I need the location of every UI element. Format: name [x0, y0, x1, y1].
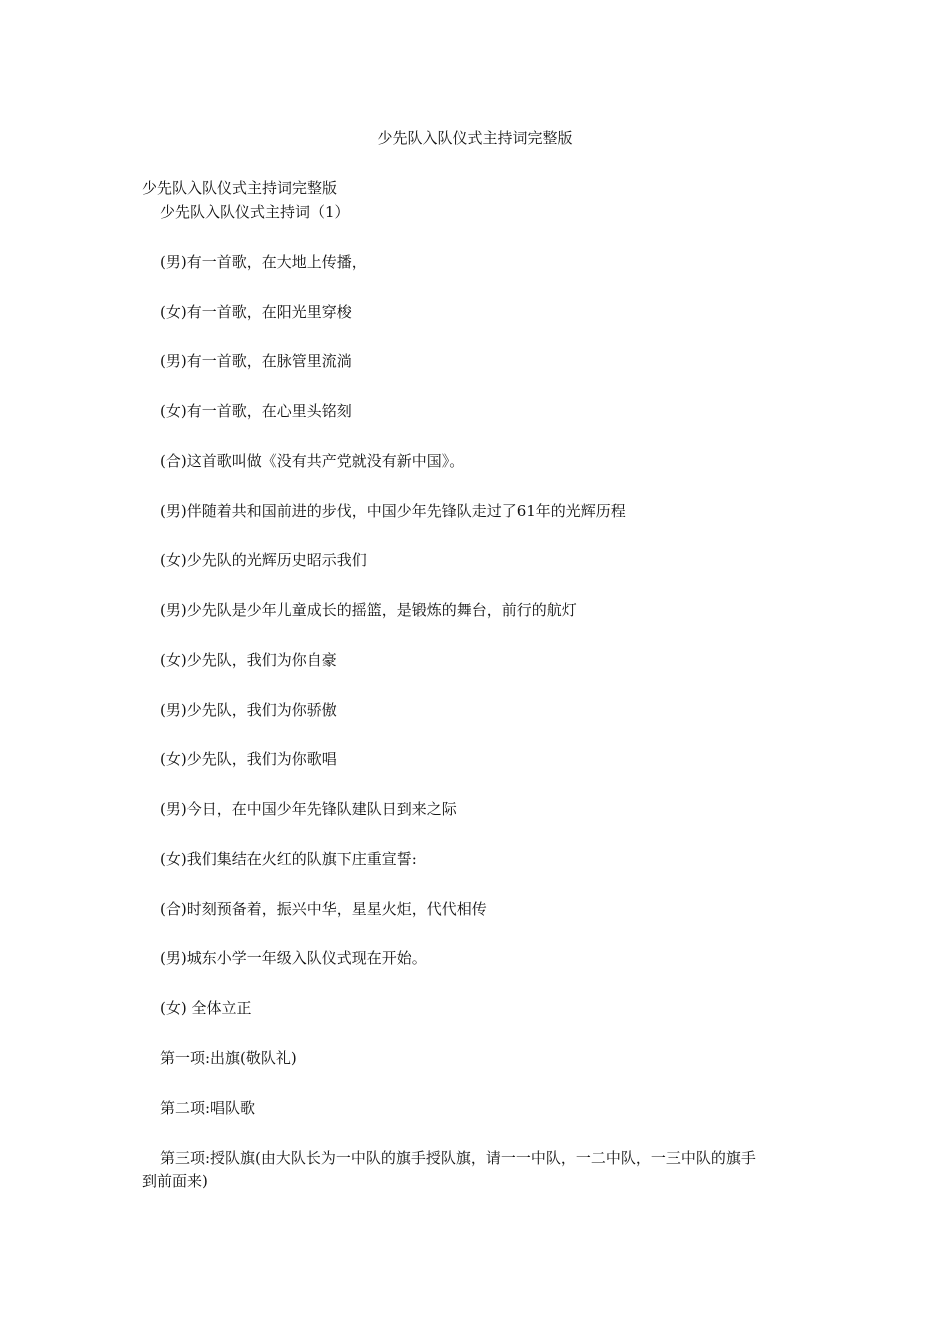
script-line: (男)今日，在中国少年先锋队建队日到来之际: [160, 800, 457, 818]
script-line: (女)少先队，我们为你歌唱: [160, 750, 337, 768]
script-line: (男)有一首歌，在脉管里流淌: [160, 352, 352, 370]
paragraph-line-2: 到前面来): [142, 1172, 208, 1190]
script-line: (男)有一首歌，在大地上传播，: [160, 253, 367, 271]
script-line: (女)少先队的光辉历史昭示我们: [160, 551, 367, 569]
script-line: (男)城东小学一年级入队仪式现在开始。: [160, 949, 427, 967]
script-line: (女)少先队，我们为你自豪: [160, 651, 337, 669]
script-line: (女)我们集结在火红的队旗下庄重宣誓:: [160, 850, 417, 868]
section-heading: 少先队入队仪式主持词（1）: [160, 203, 350, 221]
script-line: 第一项:出旗(敬队礼): [160, 1049, 297, 1067]
paragraph-line-1: 第三项:授队旗(由大队长为一中队的旗手授队旗，请一一中队，一二中队，一三中队的旗手: [160, 1149, 756, 1167]
script-line: (男)伴随着共和国前进的步伐，中国少年先锋队走过了61年的光辉历程: [160, 502, 626, 520]
script-line: (男)少先队是少年儿童成长的摇篮，是锻炼的舞台，前行的航灯: [160, 601, 577, 619]
script-line: (女)有一首歌，在阳光里穿梭: [160, 303, 352, 321]
script-line: (合)这首歌叫做《没有共产党就没有新中国》。: [160, 452, 465, 470]
script-line: (女)有一首歌，在心里头铭刻: [160, 402, 352, 420]
script-line: (女) 全体立正: [160, 999, 252, 1017]
script-line: 第二项:唱队歌: [160, 1099, 256, 1117]
document-title: 少先队入队仪式主持词完整版: [377, 129, 573, 147]
document-subtitle: 少先队入队仪式主持词完整版: [142, 179, 338, 197]
script-line: (男)少先队，我们为你骄傲: [160, 701, 337, 719]
script-line: (合)时刻预备着，振兴中华，星星火炬，代代相传: [160, 900, 487, 918]
